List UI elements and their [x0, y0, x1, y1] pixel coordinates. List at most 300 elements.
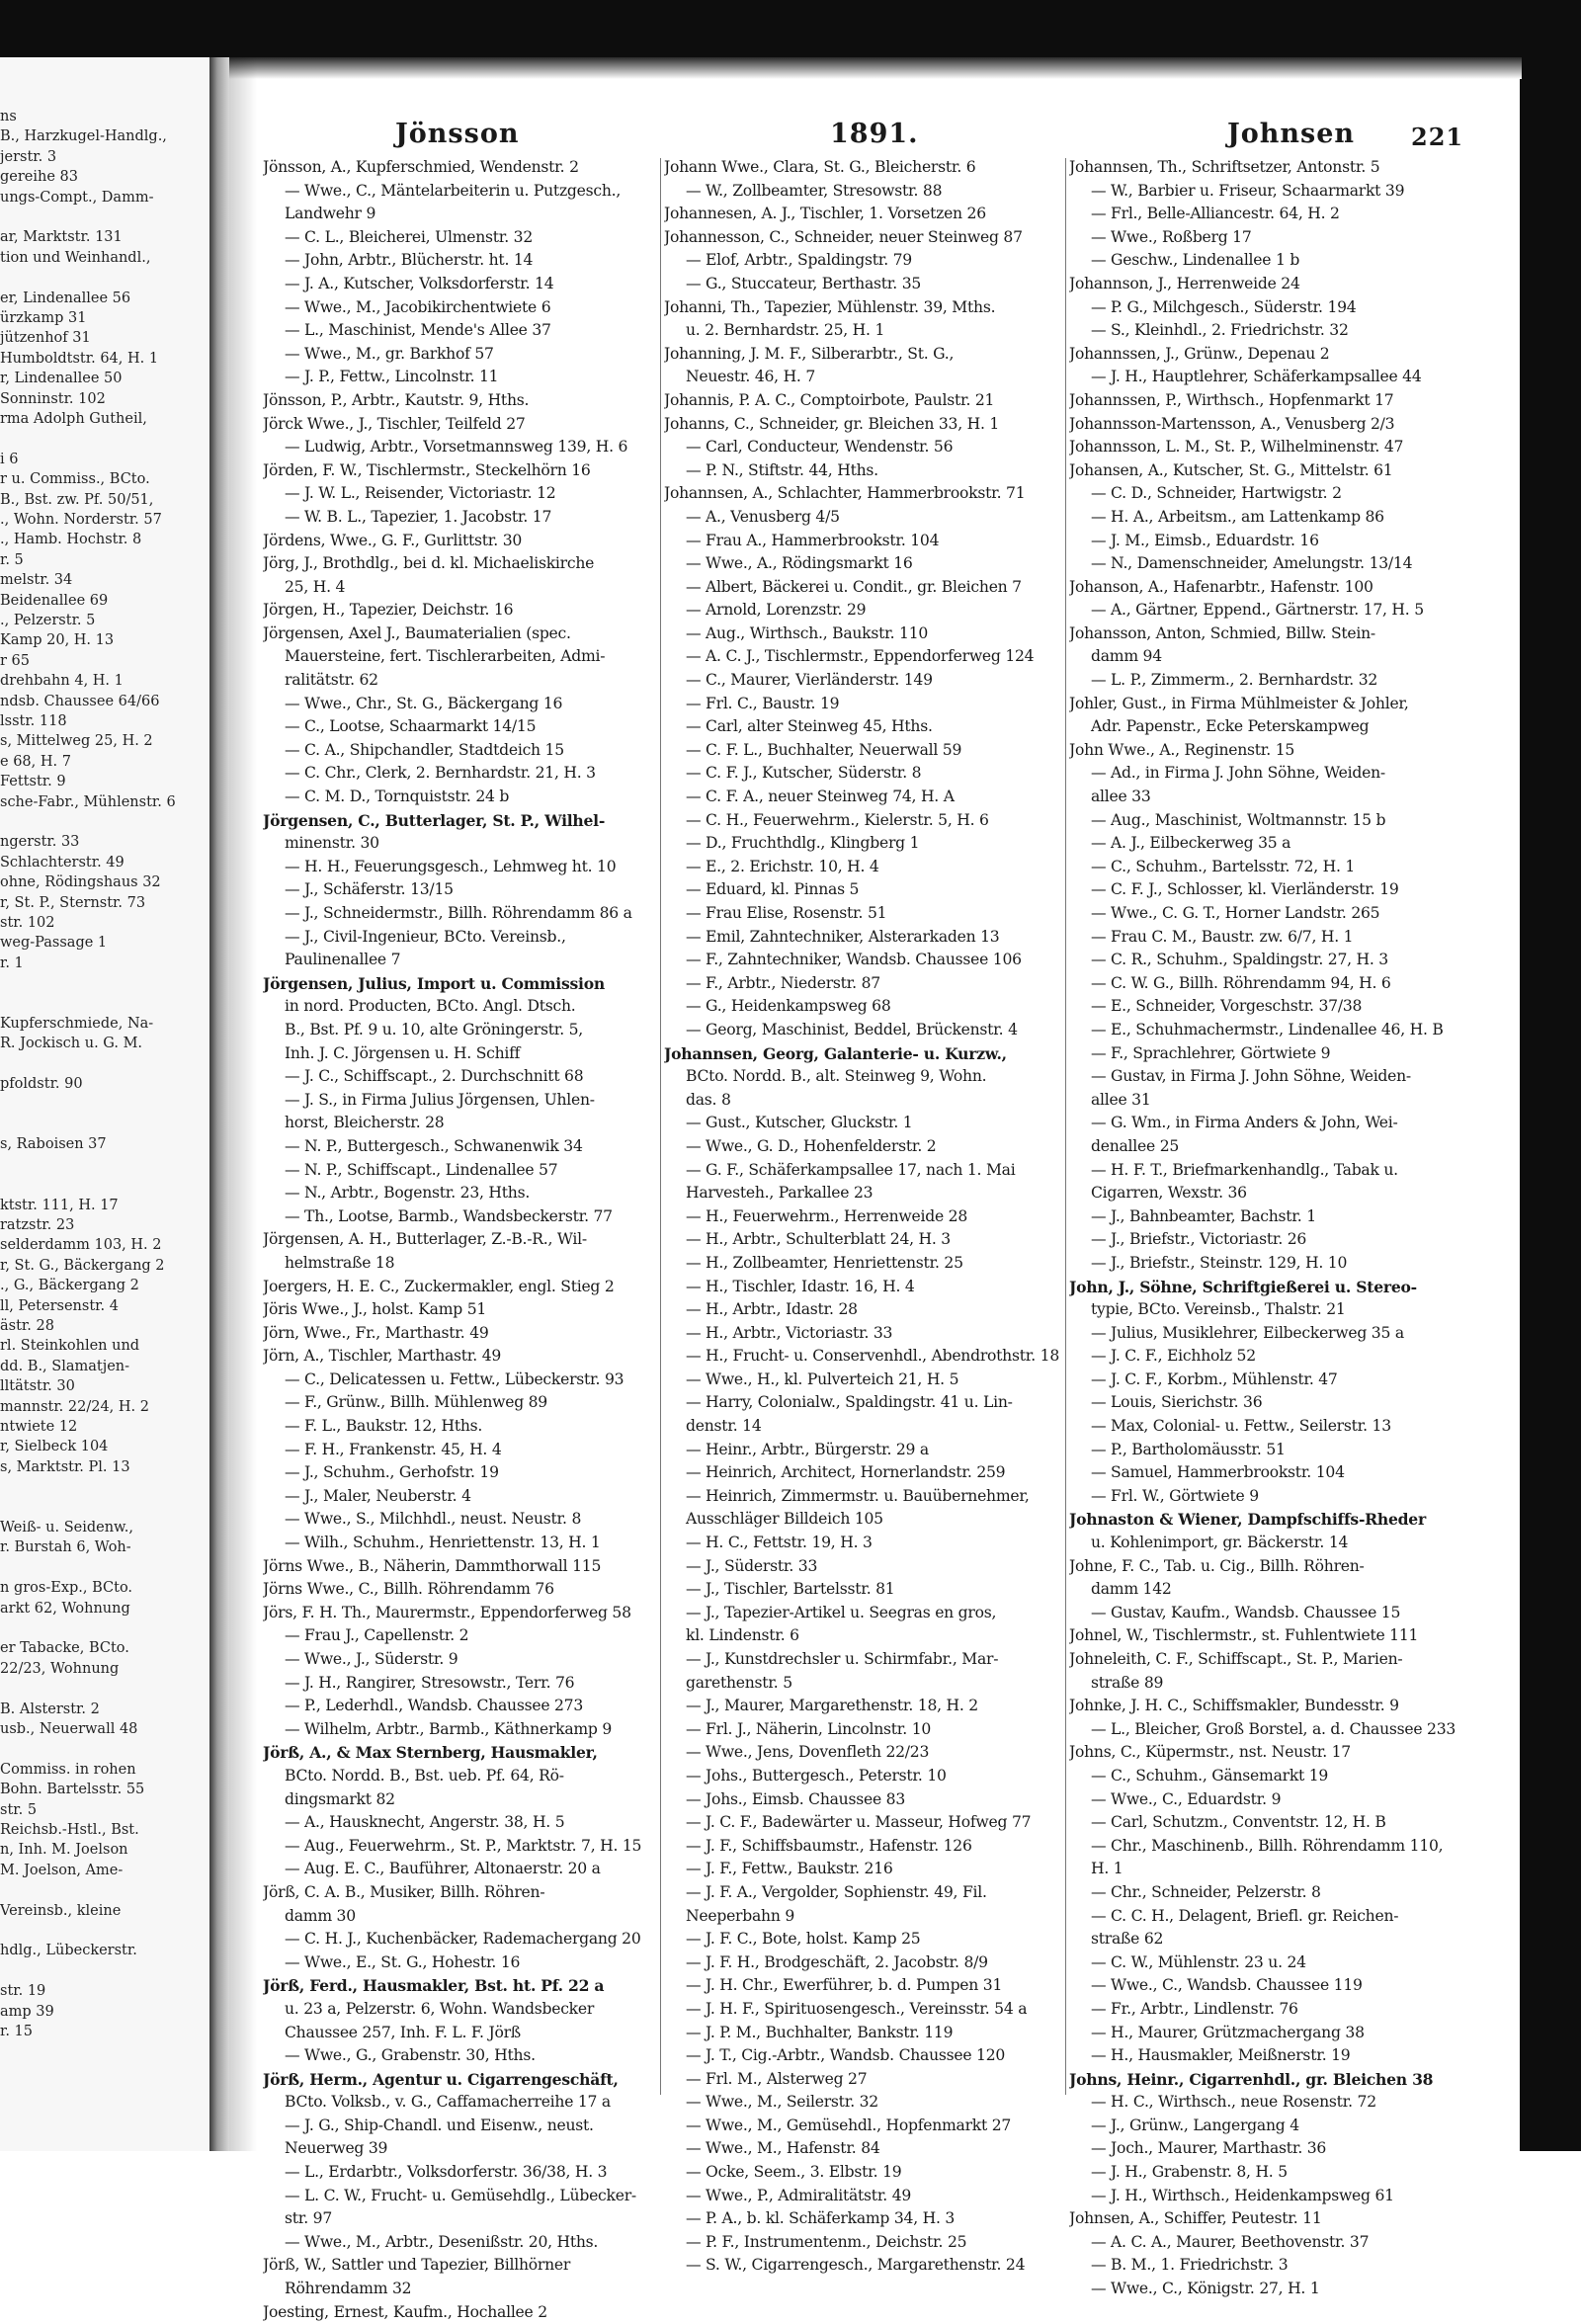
directory-entry-line: Joesting, Ernest, Kaufm., Hochallee 2	[263, 2302, 547, 2321]
directory-entry-line: — G. F., Schäferkampsallee 17, nach 1. Mai	[686, 1160, 1016, 1179]
directory-entry-line: — Johs., Eimsb. Chaussee 83	[686, 1789, 905, 1808]
directory-entry-line: — Frl. W., Görtwiete 9	[1091, 1486, 1259, 1505]
directory-entry-line: Jörg, J., Brothdlg., bei d. kl. Michaeliskirche	[263, 554, 595, 573]
directory-entry-line: — Wwe., Chr., St. G., Bäckergang 16	[285, 694, 563, 712]
directory-entry-line: — C. H., Feuerwehrm., Kielerstr. 5, H. 6	[686, 810, 989, 829]
directory-entry-line: — Ocke, Seem., 3. Elbstr. 19	[686, 2163, 902, 2182]
previous-page-line: ürzkamp 31	[0, 310, 87, 326]
directory-entry-line: — A., Venusberg 4/5	[686, 507, 840, 526]
previous-page-fragment	[0, 57, 209, 2151]
directory-entry-line: — Louis, Sierichstr. 36	[1091, 1393, 1263, 1412]
directory-entry-line: — J. C. F., Badewärter u. Masseur, Hofweg 77	[686, 1813, 1032, 1832]
directory-entry-line: Cigarren, Wexstr. 36	[1091, 1184, 1247, 1203]
directory-entry-line: — C., Maurer, Vierländerstr. 149	[686, 671, 933, 690]
previous-page-line: M. Joelson, Ame-	[0, 1862, 124, 1878]
directory-entry-line: — C. W., Mühlenstr. 23 u. 24	[1091, 1952, 1306, 1971]
directory-entry-line: Landwehr 9	[285, 205, 376, 223]
directory-column-1	[263, 156, 658, 2324]
directory-entry-line: — Max, Colonial- u. Fettw., Seilerstr. 13	[1091, 1417, 1391, 1436]
directory-entry-line: Johns, C., Küpermstr., nst. Neustr. 17	[1069, 1743, 1351, 1762]
directory-entry-line: — H. C., Wirthsch., neue Rosenstr. 72	[1091, 2093, 1376, 2112]
directory-entry-line: — J. A., Kutscher, Volksdorferstr. 14	[285, 274, 554, 292]
directory-entry-line: — J. S., in Firma Julius Jörgensen, Uhlen-	[285, 1090, 595, 1109]
previous-page-line: Reichsb.-Hstl., Bst.	[0, 1822, 139, 1838]
header-left-keyword: Jönsson	[395, 119, 520, 149]
previous-page-line: ., Hamb. Hochstr. 8	[0, 532, 142, 548]
previous-page-line: melstr. 34	[0, 572, 73, 589]
directory-entry-line: — H., Maurer, Grützmachergang 38	[1091, 2023, 1365, 2041]
previous-page-line: B., Harzkugel-Handlg.,	[0, 128, 167, 145]
directory-entry-line: — Wwe., J., Süderstr. 9	[285, 1650, 458, 1668]
directory-entry-line: Johanns, C., Schneider, gr. Bleichen 33, H. 1	[664, 414, 1000, 433]
previous-page-line: 22/23, Wohnung	[0, 1660, 120, 1677]
directory-entry-line: damm 142	[1091, 1580, 1172, 1599]
directory-entry-line: — H. H., Feuerungsgesch., Lehmweg ht. 10	[285, 857, 617, 875]
directory-entry-line: — Frl. C., Baustr. 19	[686, 694, 840, 712]
directory-entry-line: Jöris Wwe., J., holst. Kamp 51	[263, 1300, 487, 1319]
directory-entry-line: — Frau J., Capellenstr. 2	[285, 1626, 469, 1645]
directory-entry-line: — Carl, Conducteur, Wendenstr. 56	[686, 438, 954, 456]
directory-entry-line: — Carl, alter Steinweg 45, Hths.	[686, 717, 933, 736]
directory-entry-line: — J. M., Eimsb., Eduardstr. 16	[1091, 531, 1319, 549]
directory-entry-line: H. 1	[1091, 1860, 1123, 1878]
directory-entry-line: Jörgen, H., Tapezier, Deichstr. 16	[263, 601, 514, 620]
directory-entry-line: BCto. Nordd. B., Bst. ueb. Pf. 64, Rö-	[285, 1766, 564, 1784]
directory-entry-line: — J. F. C., Bote, holst. Kamp 25	[686, 1930, 921, 1949]
previous-page-line: weg-Passage 1	[0, 935, 108, 952]
directory-entry-line: — H., Arbtr., Victoriastr. 33	[686, 1323, 893, 1342]
directory-entry-line: — A. C. J., Tischlermstr., Eppendorferweg 124	[686, 647, 1035, 666]
previous-page-line: drehbahn 4, H. 1	[0, 673, 124, 690]
directory-entry-line: Jönsson, P., Arbtr., Kautstr. 9, Hths.	[263, 390, 530, 409]
directory-entry-line: — Geschw., Lindenallee 1 b	[1091, 251, 1300, 270]
previous-page-line: rma Adolph Gutheil,	[0, 411, 147, 427]
directory-entry-line: Paulinenallee 7	[285, 951, 401, 969]
scan-right-border	[1520, 0, 1581, 2151]
previous-page-line: str. 102	[0, 915, 55, 931]
directory-entry-line: dingsmarkt 82	[285, 1789, 395, 1808]
previous-page-line: tion und Weinhandl.,	[0, 249, 151, 266]
directory-entry-line: — J. H., Grabenstr. 8, H. 5	[1091, 2163, 1288, 2182]
previous-page-line: ll, Petersenstr. 4	[0, 1297, 119, 1314]
directory-entry-line: Jörs, F. H. Th., Maurermstr., Eppendorferweg 58	[263, 1603, 631, 1621]
directory-page	[247, 79, 1520, 2321]
directory-entry-line: — C. R., Schuhm., Spaldingstr. 27, H. 3	[1091, 951, 1388, 969]
previous-page-line: lltätstr. 30	[0, 1378, 75, 1395]
directory-entry-line: — Wwe., C., Eduardstr. 9	[1091, 1789, 1282, 1808]
directory-entry-line: — J., Kunstdrechsler u. Schirmfabr., Mar-	[686, 1650, 999, 1668]
previous-page-line: pfoldstr. 90	[0, 1076, 83, 1093]
directory-entry-line: — J. P., Fettw., Lincolnstr. 11	[285, 368, 499, 386]
previous-page-line: usb., Neuerwall 48	[0, 1721, 138, 1737]
directory-entry-line: — P., Lederhdl., Wandsb. Chaussee 273	[285, 1697, 584, 1715]
directory-entry-line: allee 33	[1091, 788, 1151, 806]
directory-entry-line: — J., Bahnbeamter, Bachstr. 1	[1091, 1206, 1316, 1225]
directory-entry-line: — N., Damenschneider, Amelungstr. 13/14	[1091, 554, 1413, 573]
previous-page-line: mannstr. 22/24, H. 2	[0, 1398, 149, 1415]
directory-entry-line: Johannssen, P., Wirthsch., Hopfenmarkt 17	[1069, 390, 1394, 409]
directory-entry-line: — C. Chr., Clerk, 2. Bernhardstr. 21, H. 3	[285, 764, 596, 783]
directory-entry-line: Johanni, Th., Tapezier, Mühlenstr. 39, Mths.	[664, 297, 996, 316]
directory-entry-line: Johnel, W., Tischlermstr., st. Fuhlentwiete 111	[1069, 1626, 1419, 1645]
directory-entry-line: u. 23 a, Pelzerstr. 6, Wohn. Wandsbecker	[285, 1999, 595, 2018]
directory-entry-line: — H., Arbtr., Schulterblatt 24, H. 3	[686, 1230, 951, 1249]
directory-entry-line: Johannis, P. A. C., Comptoirbote, Paulstr. 21	[664, 390, 995, 409]
directory-entry-line: — J., Schuhm., Gerhofstr. 19	[285, 1463, 499, 1482]
previous-page-line: ntwiete 12	[0, 1419, 78, 1435]
directory-entry-line: — Heinrich, Architect, Hornerlandstr. 259	[686, 1463, 1006, 1482]
directory-entry-line: Johnsen, A., Schiffer, Peutestr. 11	[1069, 2209, 1322, 2228]
previous-page-line: Kupferschmiede, Na-	[0, 1016, 154, 1032]
directory-entry-line: — J. F. H., Brodgeschäft, 2. Jacobstr. 8/9	[686, 1952, 988, 1971]
directory-entry-line: — Wwe., Roßberg 17	[1091, 227, 1252, 246]
directory-entry-line: — C. W. G., Billh. Röhrendamm 94, H. 6	[1091, 973, 1391, 992]
directory-entry-line: — L. C. W., Frucht- u. Gemüsehdlg., Lübecker-	[285, 2186, 636, 2204]
directory-entry-line: — J., Süderstr. 33	[686, 1556, 818, 1575]
previous-page-line: Humboldtstr. 64, H. 1	[0, 350, 159, 367]
previous-page-line: arkt 62, Wohnung	[0, 1600, 130, 1617]
directory-entry-line: — F., Sprachlehrer, Görtwiete 9	[1091, 1043, 1331, 1062]
directory-entry-line: — F., Arbtr., Niederstr. 87	[686, 973, 880, 992]
directory-entry-line: — C. L., Bleicherei, Ulmenstr. 32	[285, 227, 534, 246]
previous-page-line: lsstr. 118	[0, 713, 67, 729]
directory-entry-line: Neuestr. 46, H. 7	[686, 368, 816, 386]
directory-entry-line: — Wwe., C. G. T., Horner Landstr. 265	[1091, 904, 1380, 922]
previous-page-line: Schlachterstr. 49	[0, 854, 125, 871]
directory-entry-line: damm 94	[1091, 647, 1162, 666]
directory-entry-line: — Wwe., Jens, Dovenfleth 22/23	[686, 1743, 930, 1762]
directory-entry-line: kl. Lindenstr. 6	[686, 1626, 799, 1645]
directory-entry-line: Jörß, C. A. B., Musiker, Billh. Röhren-	[263, 1882, 545, 1901]
directory-entry-line: — Wwe., E., St. G., Hohestr. 16	[285, 1952, 521, 1971]
directory-entry-line: Johns, Heinr., Cigarrenhdl., gr. Bleichen 38	[1069, 2069, 1434, 2089]
previous-page-line: ästr. 28	[0, 1318, 54, 1334]
directory-entry-line: — Frau C. M., Baustr. zw. 6/7, H. 1	[1091, 927, 1354, 946]
directory-entry-line: — J. F., Fettw., Baukstr. 216	[686, 1860, 893, 1878]
directory-entry-line: — P. N., Stiftstr. 44, Hths.	[686, 460, 878, 479]
previous-page-line: R. Jockisch u. G. M.	[0, 1036, 143, 1052]
directory-entry-line: — Wwe., P., Admiralitätstr. 49	[686, 2186, 912, 2204]
directory-entry-line: — Johs., Buttergesch., Peterstr. 10	[686, 1766, 947, 1784]
directory-entry-line: — H., Feuerwehrm., Herrenweide 28	[686, 1206, 968, 1225]
directory-entry-line: — C. F. A., neuer Steinweg 74, H. A	[686, 788, 955, 806]
header-year: 1891.	[830, 119, 919, 149]
directory-entry-line: — N. P., Schiffscapt., Lindenallee 57	[285, 1160, 558, 1179]
directory-entry-line: Jörß, A., & Max Sternberg, Hausmakler,	[263, 1743, 598, 1763]
previous-page-line: r u. Commiss., BCto.	[0, 471, 150, 488]
directory-entry-line: damm 30	[285, 1906, 356, 1925]
directory-entry-line: Johannsen, Georg, Galanterie- u. Kurzw.,	[664, 1043, 1007, 1063]
column-divider	[660, 158, 661, 2095]
directory-entry-line: — W., Zollbeamter, Stresowstr. 88	[686, 181, 943, 200]
directory-entry-line: — C. F. L., Buchhalter, Neuerwall 59	[686, 740, 962, 759]
directory-entry-line: — Arnold, Lorenzstr. 29	[686, 601, 867, 620]
directory-entry-line: Jörn, A., Tischler, Marthastr. 49	[263, 1347, 502, 1366]
directory-entry-line: — Wwe., C., Mäntelarbeiterin u. Putzgesch.,	[285, 181, 622, 200]
previous-page-line: Vereinsb., kleine	[0, 1902, 122, 1919]
directory-entry-line: Jörß, Ferd., Hausmakler, Bst. ht. Pf. 22 a	[263, 1976, 605, 1996]
directory-entry-line: — Chr., Schneider, Pelzerstr. 8	[1091, 1882, 1321, 1901]
directory-entry-line: — Elof, Arbtr., Spaldingstr. 79	[686, 251, 912, 270]
directory-entry-line: Johannsen, Th., Schriftsetzer, Antonstr. 5	[1069, 158, 1380, 176]
directory-entry-line: Jörß, Herm., Agentur u. Cigarrengeschäft,	[263, 2069, 619, 2089]
directory-entry-line: — J., Schäferstr. 13/15	[285, 880, 454, 899]
directory-entry-line: — Emil, Zahntechniker, Alsterarkaden 13	[686, 927, 1000, 946]
scan-top-shadow	[227, 57, 1522, 79]
directory-entry-line: — Ludwig, Arbtr., Vorsetmannsweg 139, H. 6	[285, 438, 628, 456]
previous-page-line: B. Alsterstr. 2	[0, 1701, 100, 1717]
directory-entry-line: — J. G., Ship-Chandl. und Eisenw., neust.	[285, 2116, 594, 2134]
directory-entry-line: — Wwe., S., Milchhdl., neust. Neustr. 8	[285, 1510, 582, 1529]
directory-entry-line: — John, Arbtr., Blücherstr. ht. 14	[285, 251, 534, 270]
previous-page-line: Sonninstr. 102	[0, 390, 106, 407]
directory-entry-line: — J. F. A., Vergolder, Sophienstr. 49, Fil.	[686, 1882, 987, 1901]
directory-entry-line: Johann Wwe., Clara, St. G., Bleicherstr. 6	[664, 158, 976, 176]
directory-entry-line: Jördens, Wwe., G. F., Gurlittstr. 30	[263, 531, 523, 549]
directory-entry-line: — A., Gärtner, Eppend., Gärtnerstr. 17, H. 5	[1091, 601, 1424, 620]
previous-page-line: hdlg., Lübeckerstr.	[0, 1943, 137, 1959]
directory-entry-line: — Heinr., Arbtr., Bürgerstr. 29 a	[686, 1440, 929, 1458]
directory-entry-line: — Aug., Maschinist, Woltmannstr. 15 b	[1091, 810, 1386, 829]
previous-page-line: Bohn. Bartelsstr. 55	[0, 1782, 145, 1798]
directory-entry-line: — H., Tischler, Idastr. 16, H. 4	[686, 1277, 915, 1295]
directory-entry-line: Johanning, J. M. F., Silberarbtr., St. G.,	[664, 344, 955, 363]
directory-entry-line: Jörns Wwe., B., Näherin, Dammthorwall 115	[263, 1556, 602, 1575]
previous-page-line: ungs-Compt., Damm-	[0, 189, 154, 206]
directory-entry-line: — Wwe., M., Gemüsehdl., Hopfenmarkt 27	[686, 2116, 1012, 2134]
directory-entry-line: — Fr., Arbtr., Lindlenstr. 76	[1091, 1999, 1298, 2018]
directory-entry-line: — C. D., Schneider, Hartwigstr. 2	[1091, 484, 1342, 503]
directory-entry-line: Harvesteh., Parkallee 23	[686, 1184, 874, 1203]
previous-page-line: ., Wohn. Norderstr. 57	[0, 512, 162, 528]
directory-entry-line: Jörden, F. W., Tischlermstr., Steckelhörn 16	[263, 460, 591, 479]
directory-entry-line: — Wilh., Schuhm., Henriettenstr. 13, H. 1	[285, 1534, 601, 1552]
directory-entry-line: — C., Lootse, Schaarmarkt 14/15	[285, 717, 537, 736]
directory-entry-line: — Chr., Maschinenb., Billh. Röhrendamm 110,	[1091, 1836, 1444, 1855]
directory-entry-line: — Gust., Kutscher, Gluckstr. 1	[686, 1114, 913, 1132]
directory-entry-line: — E., 2. Erichstr. 10, H. 4	[686, 857, 879, 875]
previous-page-line: dd. B., Slamatjen-	[0, 1358, 130, 1374]
previous-page-line: n gros-Exp., BCto.	[0, 1580, 133, 1597]
directory-entry-line: — P., Bartholomäusstr. 51	[1091, 1440, 1286, 1458]
previous-page-line: Commiss. in rohen	[0, 1761, 136, 1778]
directory-entry-line: garethenstr. 5	[686, 1673, 792, 1692]
directory-entry-line: — F., Grünw., Billh. Mühlenweg 89	[285, 1393, 547, 1412]
directory-entry-line: — Wwe., C., Königstr. 27, H. 1	[1091, 2280, 1320, 2298]
directory-entry-line: BCto. Volksb., v. G., Caffamacherreihe 17 a	[285, 2093, 611, 2112]
directory-entry-line: — C., Delicatessen u. Fettw., Lübeckerstr. 93	[285, 1370, 624, 1388]
directory-entry-line: — J. W. L., Reisender, Victoriastr. 12	[285, 484, 556, 503]
directory-entry-line: — Georg, Maschinist, Beddel, Brückenstr. 4	[686, 1020, 1018, 1038]
directory-entry-line: — Wwe., G. D., Hohenfelderstr. 2	[686, 1136, 937, 1155]
previous-page-line: ns	[0, 109, 17, 124]
directory-entry-line: — S., Kleinhdl., 2. Friedrichstr. 32	[1091, 321, 1349, 340]
directory-entry-line: Jörgensen, A. H., Butterlager, Z.-B.-R., Wil-	[263, 1230, 587, 1249]
directory-column-2	[664, 156, 1063, 2278]
directory-column-3	[1069, 156, 1464, 2301]
directory-entry-line: — J. H. F., Spirituosengesch., Vereinsstr. 54 a	[686, 1999, 1028, 2018]
page-number: 221	[1411, 123, 1464, 151]
directory-entry-line: — Aug. E. C., Bauführer, Altonaerstr. 20 a	[285, 1860, 601, 1878]
directory-entry-line: Jörns Wwe., C., Billh. Röhrendamm 76	[263, 1580, 554, 1599]
directory-entry-line: — F. L., Baukstr. 12, Hths.	[285, 1417, 483, 1436]
directory-entry-line: — P. F., Instrumentenm., Deichstr. 25	[686, 2232, 967, 2251]
directory-entry-line: — J., Civil-Ingenieur, BCto. Vereinsb.,	[285, 927, 566, 946]
previous-page-line: ratzstr. 23	[0, 1217, 75, 1233]
directory-entry-line: — H. C., Fettstr. 19, H. 3	[686, 1534, 873, 1552]
directory-entry-line: — J. P. M., Buchhalter, Bankstr. 119	[686, 2023, 954, 2041]
directory-entry-line: — Frl. J., Näherin, Lincolnstr. 10	[686, 1719, 932, 1738]
directory-entry-line: denstr. 14	[686, 1417, 762, 1436]
previous-page-line: Beidenallee 69	[0, 592, 109, 609]
directory-entry-line: — C. A., Shipchandler, Stadtdeich 15	[285, 740, 564, 759]
previous-page-line: ngerstr. 33	[0, 834, 80, 851]
previous-page-line: e 68, H. 7	[0, 753, 71, 770]
directory-entry-line: — Albert, Bäckerei u. Condit., gr. Bleichen 7	[686, 577, 1022, 596]
directory-entry-line: u. 2. Bernhardstr. 25, H. 1	[686, 321, 885, 340]
directory-entry-line: — Wwe., M., Jacobikirchentwiete 6	[285, 297, 551, 316]
directory-entry-line: Chaussee 257, Inh. F. L. F. Jörß	[285, 2023, 521, 2041]
directory-entry-line: — Carl, Schutzm., Conventstr. 12, H. B	[1091, 1813, 1386, 1832]
directory-entry-line: — Wwe., M., Seilerstr. 32	[686, 2093, 878, 2112]
previous-page-line: s, Marktstr. Pl. 13	[0, 1458, 130, 1475]
directory-entry-line: Johneleith, C. F., Schiffscapt., St. P., Marien-	[1069, 1650, 1403, 1668]
column-divider	[1065, 158, 1066, 2095]
directory-entry-line: — W., Barbier u. Friseur, Schaarmarkt 39	[1091, 181, 1405, 200]
directory-entry-line: — F. H., Frankenstr. 45, H. 4	[285, 1440, 502, 1458]
directory-entry-line: — C., Schuhm., Gänsemarkt 19	[1091, 1766, 1329, 1784]
directory-entry-line: — Th., Lootse, Barmb., Wandsbeckerstr. 77	[285, 1206, 613, 1225]
directory-entry-line: — C. H. J., Kuchenbäcker, Rademachergang 20	[285, 1930, 641, 1949]
directory-entry-line: John, J., Söhne, Schriftgießerei u. Stereo-	[1069, 1277, 1417, 1296]
directory-entry-line: — J., Tapezier-Artikel u. Seegras en gros,	[686, 1603, 997, 1621]
directory-entry-line: — Wwe., H., kl. Pulverteich 21, H. 5	[686, 1370, 959, 1388]
previous-page-line: B., Bst. zw. Pf. 50/51,	[0, 491, 154, 508]
directory-entry-line: — C., Schuhm., Bartelsstr. 72, H. 1	[1091, 857, 1356, 875]
directory-entry-line: — H. F. T., Briefmarkenhandlg., Tabak u.	[1091, 1160, 1398, 1179]
previous-page-line: r. 15	[0, 2024, 34, 2039]
directory-entry-line: — Ad., in Firma J. John Söhne, Weiden-	[1091, 764, 1385, 783]
directory-entry-line: Mauersteine, fert. Tischlerarbeiten, Admi-	[285, 647, 606, 666]
directory-entry-line: — Julius, Musiklehrer, Eilbeckerweg 35 a	[1091, 1323, 1404, 1342]
directory-entry-line: — J. C. F., Korbm., Mühlenstr. 47	[1091, 1370, 1338, 1388]
directory-entry-line: typie, BCto. Vereinsb., Thalstr. 21	[1091, 1300, 1346, 1319]
directory-entry-line: Johannsson, L. M., St. P., Wilhelminenstr. 47	[1069, 438, 1404, 456]
directory-entry-line: Jönsson, A., Kupferschmied, Wendenstr. 2	[263, 158, 579, 176]
directory-entry-line: — N. P., Buttergesch., Schwanenwik 34	[285, 1136, 583, 1155]
directory-entry-line: — G., Heidenkampsweg 68	[686, 997, 891, 1016]
directory-entry-line: — P. G., Milchgesch., Süderstr. 194	[1091, 297, 1357, 316]
directory-entry-line: — J., Grünw., Langergang 4	[1091, 2116, 1299, 2134]
directory-entry-line: Johansen, A., Kutscher, St. G., Mittelstr. 61	[1069, 460, 1393, 479]
directory-entry-line: — F., Zahntechniker, Wandsb. Chaussee 106	[686, 951, 1022, 969]
previous-page-line: ., G., Bäckergang 2	[0, 1278, 139, 1294]
previous-page-line: jerstr. 3	[0, 148, 57, 165]
directory-entry-line: — L., Bleicher, Groß Borstel, a. d. Chaussee 233	[1091, 1719, 1456, 1738]
directory-entry-line: — Wwe., M., gr. Barkhof 57	[285, 344, 494, 363]
directory-entry-line: Johannssen, J., Grünw., Depenau 2	[1069, 344, 1330, 363]
directory-entry-line: — J. F., Schiffsbaumstr., Hafenstr. 126	[686, 1836, 972, 1855]
directory-entry-line: — Gustav, in Firma J. John Söhne, Weiden-	[1091, 1067, 1411, 1086]
directory-entry-line: — N., Arbtr., Bogenstr. 23, Hths.	[285, 1184, 531, 1203]
directory-entry-line: — J., Briefstr., Steinstr. 129, H. 10	[1091, 1253, 1348, 1272]
directory-entry-line: Jörß, W., Sattler und Tapezier, Billhörner	[263, 2256, 571, 2275]
previous-page-line: r, St. G., Bäckergang 2	[0, 1257, 165, 1274]
previous-page-line: jützenhof 31	[0, 330, 91, 347]
previous-page-line: ar, Marktstr. 131	[0, 229, 123, 246]
directory-entry-line: denallee 25	[1091, 1136, 1180, 1155]
directory-entry-line: — Wwe., A., Rödingsmarkt 16	[686, 554, 913, 573]
directory-entry-line: — Frl., Belle-Alliancestr. 64, H. 2	[1091, 205, 1340, 223]
previous-page-line: sche-Fabr., Mühlenstr. 6	[0, 793, 176, 810]
directory-entry-line: Johansson, Anton, Schmied, Billw. Stein-	[1069, 623, 1375, 642]
directory-entry-line: — L., Maschinist, Mende's Allee 37	[285, 321, 551, 340]
directory-entry-line: — C. F. J., Kutscher, Süderstr. 8	[686, 764, 922, 783]
directory-entry-line: — C. F. J., Schlosser, kl. Vierländerstr. 19	[1091, 880, 1399, 899]
directory-entry-line: — J. H., Hauptlehrer, Schäferkampsallee 44	[1091, 368, 1422, 386]
directory-entry-line: das. 8	[686, 1090, 731, 1109]
directory-entry-line: Ausschläger Billdeich 105	[686, 1510, 883, 1529]
directory-entry-line: — E., Schneider, Vorgeschstr. 37/38	[1091, 997, 1363, 1016]
directory-entry-line: — S. W., Cigarrengesch., Margarethenstr. 24	[686, 2256, 1026, 2275]
directory-entry-line: helmstraße 18	[285, 1253, 395, 1272]
directory-entry-line: B., Bst. Pf. 9 u. 10, alte Gröningerstr. 5,	[285, 1020, 584, 1038]
directory-entry-line: — H., Frucht- u. Conservenhdl., Abendrothstr. 18	[686, 1347, 1059, 1366]
previous-page-line: er, Lindenallee 56	[0, 290, 131, 306]
directory-entry-line: — Aug., Wirthsch., Baukstr. 110	[686, 623, 929, 642]
directory-entry-line: straße 62	[1091, 1930, 1164, 1949]
directory-entry-line: — Wwe., M., Hafenstr. 84	[686, 2139, 880, 2158]
directory-entry-line: — J., Schneidermstr., Billh. Röhrendamm 86 a	[285, 904, 632, 922]
directory-entry-line: — H., Arbtr., Idastr. 28	[686, 1300, 858, 1319]
directory-entry-line: — L. P., Zimmerm., 2. Bernhardstr. 32	[1091, 671, 1378, 690]
directory-entry-line: Jörgensen, Axel J., Baumaterialien (spec.	[263, 623, 571, 642]
previous-page-line: Kamp 20, H. 13	[0, 632, 115, 649]
directory-entry-line: — J., Tischler, Bartelsstr. 81	[686, 1580, 895, 1599]
directory-entry-line: — P. A., b. kl. Schäferkamp 34, H. 3	[686, 2209, 956, 2228]
previous-page-line: selderdamm 103, H. 2	[0, 1237, 162, 1254]
previous-page-line: rl. Steinkohlen und	[0, 1338, 140, 1355]
directory-entry-line: — J. H. Chr., Ewerführer, b. d. Pumpen 31	[686, 1976, 1003, 1995]
directory-entry-line: Jörck Wwe., J., Tischler, Teilfeld 27	[263, 414, 526, 433]
previous-page-line: r, St. P., Sternstr. 73	[0, 894, 146, 911]
directory-entry-line: minenstr. 30	[285, 834, 379, 853]
directory-entry-line: Jörn, Wwe., Fr., Marthastr. 49	[263, 1323, 489, 1342]
directory-entry-line: Johannsen, A., Schlachter, Hammerbrookstr. 71	[664, 484, 1026, 503]
previous-page-line: r, Sielbeck 104	[0, 1439, 109, 1455]
directory-entry-line: — Frau Elise, Rosenstr. 51	[686, 904, 887, 922]
previous-page-line: r, Lindenallee 50	[0, 371, 123, 387]
directory-entry-line: — J. T., Cig.-Arbtr., Wandsb. Chaussee 120	[686, 2046, 1006, 2065]
previous-page-line: str. 19	[0, 1983, 46, 2000]
previous-page-line: ktstr. 111, H. 17	[0, 1197, 119, 1213]
previous-page-line: er Tabacke, BCto.	[0, 1640, 129, 1657]
directory-entry-line: — Heinrich, Zimmermstr. u. Bauübernehmer,	[686, 1486, 1030, 1505]
previous-page-line: n, Inh. M. Joelson	[0, 1842, 128, 1859]
directory-entry-line: — Wwe., M., Arbtr., Desenißstr. 20, Hths.	[285, 2232, 599, 2251]
previous-page-line: ., Pelzerstr. 5	[0, 613, 96, 628]
directory-entry-line: Johannsson-Martensson, A., Venusberg 2/3	[1069, 414, 1395, 433]
previous-page-line: amp 39	[0, 2003, 54, 2020]
directory-entry-line: — Samuel, Hammerbrookstr. 104	[1091, 1463, 1345, 1482]
directory-entry-line: — Aug., Feuerwehrm., St. P., Marktstr. 7, H. 15	[285, 1836, 642, 1855]
previous-page-line: ohne, Rödingshaus 32	[0, 874, 161, 891]
directory-entry-line: Jörgensen, Julius, Import u. Commission	[263, 973, 605, 993]
directory-entry-line: BCto. Nordd. B., alt. Steinweg 9, Wohn.	[686, 1067, 987, 1086]
directory-entry-line: Johanson, A., Hafenarbtr., Hafenstr. 100	[1069, 577, 1373, 596]
directory-entry-line: Jörgensen, C., Butterlager, St. P., Wilhel-	[263, 810, 606, 830]
directory-entry-line: ralitätstr. 62	[285, 671, 378, 690]
